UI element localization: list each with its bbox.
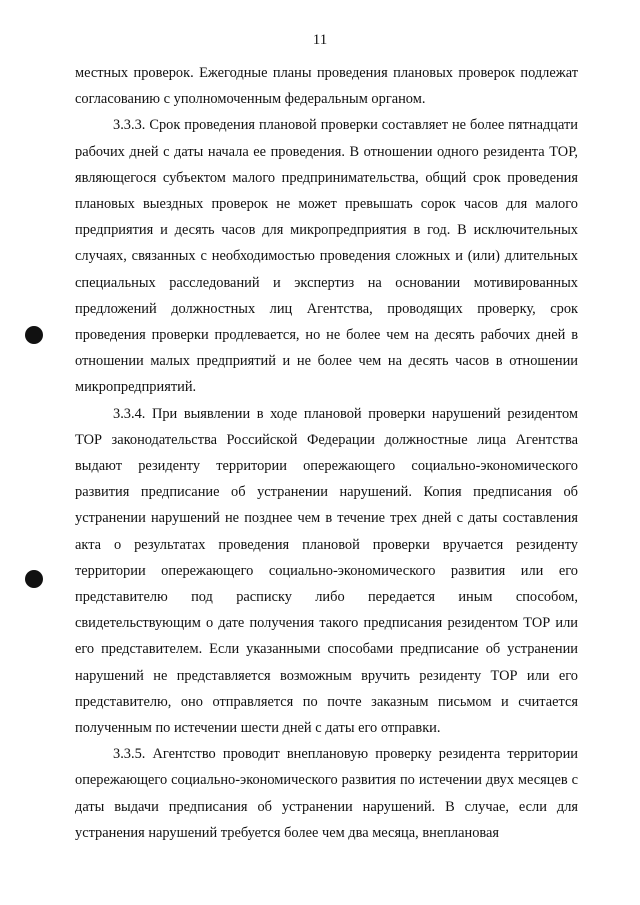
paragraph-continuation: местных проверок. Ежегодные планы проведения плановых проверок подлежат согласованию с уполномоченным федеральным органом. xyxy=(75,65,578,108)
punch-hole-mark xyxy=(25,326,43,344)
punch-hole-mark xyxy=(25,570,43,588)
paragraph-3-3-3: 3.3.3. Срок проведения плановой проверки составляет не более пятнадцати рабочих дней с даты начала ее проведения. В отношении одного резидента ТОР, являющегося субъектом малого предпринимательства, общий срок проведения плановых выездных проверок не может превышать сорок часов для малого предприятия и десять часов для микропредприятия в год. В исключительных случаях, связанных с необходимостью проведения сложных и (или) длительных специальных расследований и экспертиз на основании мотивированных предложений должностных лиц Агентства, проводящих проверку, срок проведения проверки продлевается, но не более чем на десять рабочих дней в отношении малых предприятий и не более чем на десять часов в отношении микропредприятий. xyxy=(75,117,578,396)
paragraph-3-3-4: 3.3.4. При выявлении в ходе плановой проверки нарушений резидентом ТОР законодательства Российской Федерации должностные лица Агентства выдают резиденту территории опережающего социально-экономического развития предписание об устранении нарушений. Копия предписания об устранении нарушений не позднее чем в течение трех дней с даты составления акта о результатах проведения плановой проверки вручается резиденту территории опережающего социально-экономического развития или его представителю под расписку либо передается иным способом, свидетельствующим о дате получения такого предписания резидентом ТОР или его представителем. Если указанными способами предписание об устранении нарушений не представляется возможным вручить резиденту ТОР или его представителю, оно отправляется по почте заказным письмом и считается полученным по истечении шести дней с даты его отправки. xyxy=(75,405,578,737)
document-body xyxy=(75,60,578,846)
page-number: 11 xyxy=(312,32,328,48)
paragraph-3-3-5: 3.3.5. Агентство проводит внеплановую проверку резидента территории опережающего социально-экономического развития по истечении двух месяцев с даты выдачи предписания об устранении нарушений. В случае, если для устранения нарушений требуется более чем два месяца, внеплановая xyxy=(75,746,578,841)
